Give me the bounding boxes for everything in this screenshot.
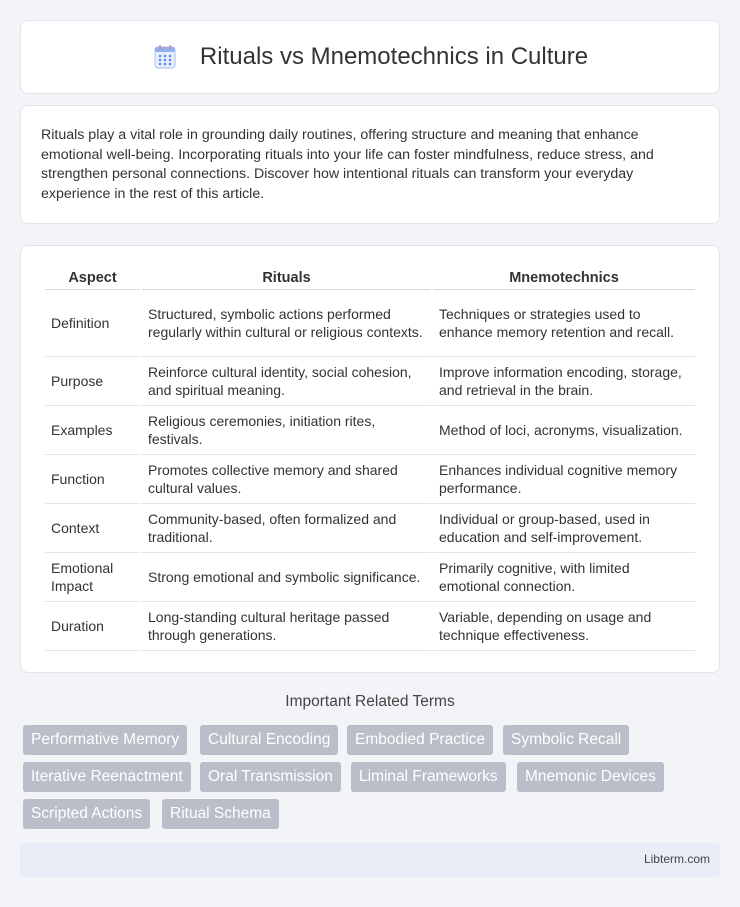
footer [20,843,720,877]
cell-rituals: Structured, symbolic actions performed regularly within cultural or religious contexts. [142,290,431,357]
tag-cultural-encoding[interactable]: Cultural Encoding [200,725,338,755]
header-aspect: Aspect [45,266,140,290]
cell-rituals: Promotes collective memory and shared cultural values. [142,455,431,504]
table-row [45,357,695,406]
cell-rituals: Religious ceremonies, initiation rites, festivals. [142,406,431,455]
cell-aspect: Examples [45,406,140,455]
cell-mnemotechnics: Techniques or strategies used to enhance memory retention and recall. [433,290,695,357]
table-row [45,602,695,651]
cell-mnemotechnics: Enhances individual cognitive memory performance. [433,455,695,504]
comparison-table-card [20,245,720,673]
comparison-table [43,266,697,651]
cell-mnemotechnics: Individual or group-based, used in education and self-improvement. [433,504,695,553]
table-row [45,406,695,455]
cell-aspect: Definition [45,290,140,357]
cell-rituals: Strong emotional and symbolic significance. [142,553,431,602]
tag-mnemonic-devices[interactable]: Mnemonic Devices [517,762,664,792]
tag-symbolic-recall[interactable]: Symbolic Recall [503,725,629,755]
cell-mnemotechnics: Improve information encoding, storage, and retrieval in the brain. [433,357,695,406]
page-title: Rituals vs Mnemotechnics in Culture [199,43,589,70]
calendar-grid-icon [152,44,178,70]
cell-mnemotechnics: Variable, depending on usage and technique effectiveness. [433,602,695,651]
tag-performative-memory[interactable]: Performative Memory [23,725,187,755]
table-row [45,455,695,504]
tag-scripted-actions[interactable]: Scripted Actions [23,799,150,829]
cell-aspect: Purpose [45,357,140,406]
table-row [45,504,695,553]
title-card [20,20,720,94]
cell-rituals: Reinforce cultural identity, social cohesion, and spiritual meaning. [142,357,431,406]
tag-oral-transmission[interactable]: Oral Transmission [200,762,341,792]
footer-site-link[interactable]: Libterm.com [643,852,710,866]
table-header-row [45,266,695,290]
header-rituals: Rituals [142,266,431,290]
cell-aspect: Emotional Impact [45,553,140,602]
header-mnemotechnics: Mnemotechnics [433,266,695,290]
intro-paragraph: Rituals play a vital role in grounding daily routines, offering structure and meaning that enhance emotional well-being. Incorporating rituals into your life can foster mindfulness, reduce stress, and strengthen personal connections. Discover how intentional rituals can transform your everyday experience in the rest of this article. [41,127,654,202]
tag-liminal-frameworks[interactable]: Liminal Frameworks [351,762,506,792]
cell-rituals: Long-standing cultural heritage passed through generations. [142,602,431,651]
table-row [45,553,695,602]
intro-card [20,105,720,224]
related-terms-title: Important Related Terms [285,693,455,710]
tag-embodied-practice[interactable]: Embodied Practice [347,725,493,755]
cell-aspect: Function [45,455,140,504]
tag-iterative-reenactment[interactable]: Iterative Reenactment [23,762,191,792]
table-row [45,290,695,357]
cell-rituals: Community-based, often formalized and traditional. [142,504,431,553]
tag-ritual-schema[interactable]: Ritual Schema [162,799,279,829]
cell-mnemotechnics: Method of loci, acronyms, visualization. [433,406,695,455]
cell-mnemotechnics: Primarily cognitive, with limited emotional connection. [433,553,695,602]
cell-aspect: Duration [45,602,140,651]
cell-aspect: Context [45,504,140,553]
